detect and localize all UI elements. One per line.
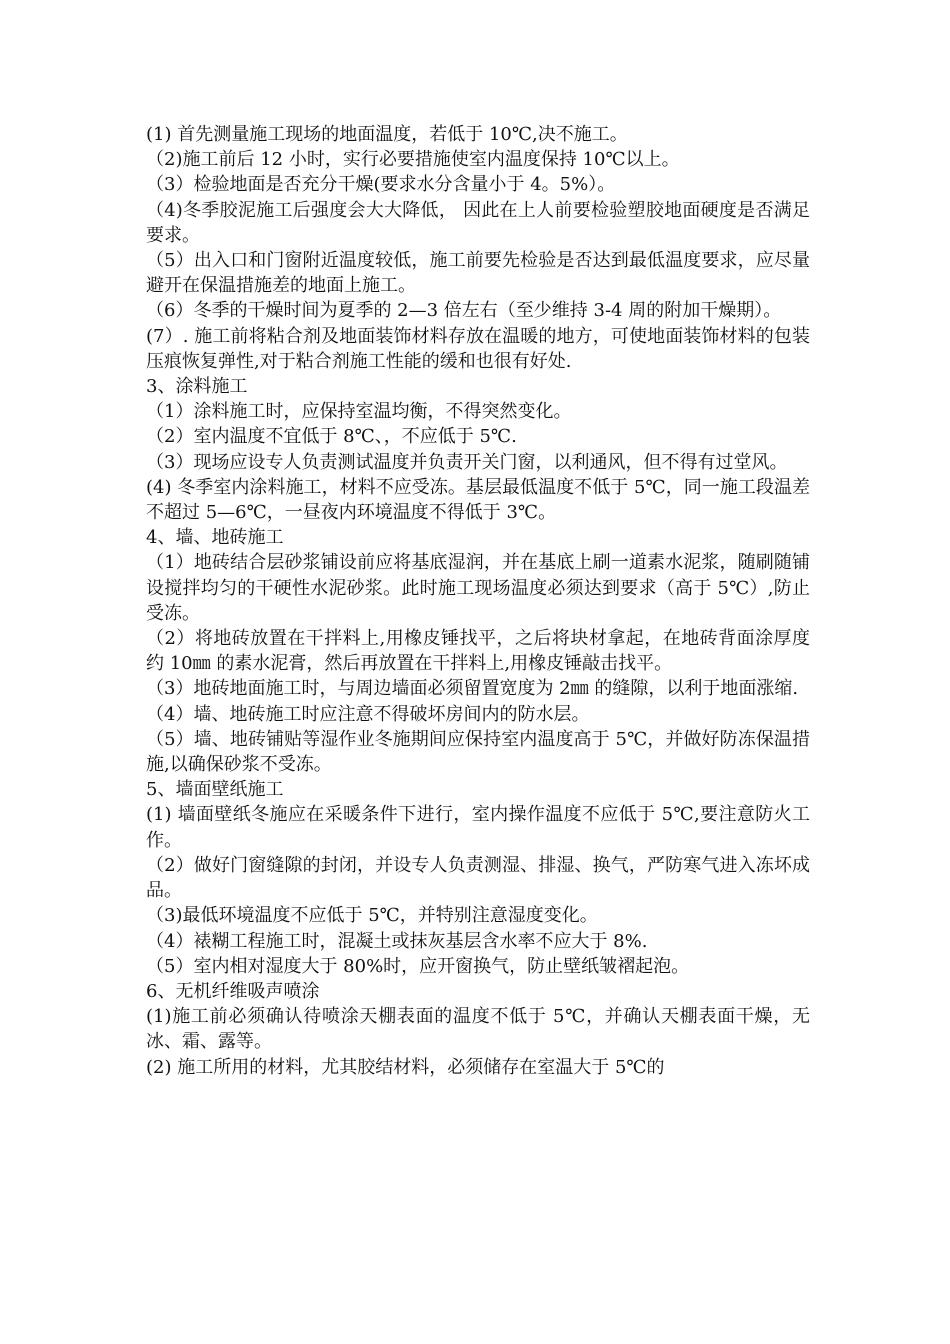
paragraph: （1）涂料施工时，应保持室温均衡，不得突然变化。	[146, 401, 572, 423]
paragraph: （6）冬季的干燥时间为夏季的 2—3 倍左右（至少维持 3-4 周的附加干燥期）。	[146, 300, 782, 322]
paragraph: （3）地砖地面施工时，与周边墙面必须留置宽度为 2㎜ 的缝隙，以利于地面涨缩.	[146, 678, 799, 700]
paragraph: （3）检验地面是否充分干燥(要求水分含量小于 4。5%）。	[146, 174, 616, 196]
section-heading: 4、墙、地砖施工	[146, 527, 284, 549]
document-body	[146, 122, 810, 1080]
paragraph: （4）墙、地砖施工时应注意不得破坏房间内的防水层。	[146, 703, 590, 725]
paragraph: （4)冬季胶泥施工后强度会大大降低， 因此在上人前要检验塑胶地面硬度是否满足要求。	[146, 199, 810, 246]
section-heading: 3、涂料施工	[146, 376, 248, 398]
paragraph: （5）墙、地砖铺贴等湿作业冬施期间应保持室内温度高于 5℃，并做好防冻保温措施,以确保砂浆不受冻。	[146, 728, 810, 776]
paragraph: （2）做好门窗缝隙的封闭，并设专人负责测湿、排湿、换气，严防寒气进入冻坏成品。	[146, 854, 810, 902]
paragraph: （4）裱糊工程施工时，混凝土或抹灰基层含水率不应大于 8%.	[146, 930, 648, 952]
paragraph: （5）室内相对湿度大于 80%时，应开窗换气，防止壁纸皱褶起泡。	[146, 955, 690, 977]
paragraph: （3)最低环境温度不应低于 5℃，并特别注意湿度变化。	[146, 905, 598, 927]
paragraph: (1)施工前必须确认待喷涂天棚表面的温度不低于 5℃，并确认天棚表面干燥，无冰、霜、露等。	[146, 1006, 810, 1053]
paragraph: (4) 冬季室内涂料施工，材料不应受冻。基层最低温度不低于 5℃，同一施工段温差不超过 5—6℃，一昼夜内环境温度不得低于 3℃。	[146, 476, 810, 524]
section-heading: 5、墙面壁纸施工	[146, 779, 284, 801]
paragraph: (1) 首先测量施工现场的地面温度，若低于 10℃,决不施工。	[146, 124, 628, 145]
paragraph: （2）室内温度不宜低于 8℃、，不应低于 5℃.	[146, 426, 517, 448]
paragraph: （2）将地砖放置在干拌料上,用橡皮锤找平，之后将块材拿起，在地砖背面涂厚度约 10㎜ 的素水泥膏，然后再放置在干拌料上,用橡皮锤敲击找平。	[146, 628, 810, 675]
paragraph: (7）. 施工前将粘合剂及地面装饰材料存放在温暖的地方，可使地面装饰材料的包装压痕恢复弹性,对于粘合剂施工性能的缓和也很有好处.	[146, 325, 810, 372]
paragraph: (1) 墙面壁纸冬施应在采暖条件下进行，室内操作温度不应低于 5℃,要注意防火工作。	[146, 804, 810, 851]
paragraph: （2)施工前后 12 小时，实行必要措施使室内温度保持 10℃以上。	[146, 149, 680, 171]
section-heading: 6、无机纤维吸声喷涂	[146, 980, 320, 1002]
paragraph: （1）地砖结合层砂浆铺设前应将基底湿润，并在基底上刷一道素水泥浆，随刷随铺设搅拌均匀的干硬性水泥砂浆。此时施工现场温度必须达到要求（高于 5℃）,防止受冻。	[146, 552, 810, 624]
paragraph: (2) 施工所用的材料，尤其胶结材料，必须储存在室温大于 5℃的	[146, 1056, 665, 1078]
paragraph: （5）出入口和门窗附近温度较低，施工前要先检验是否达到最低温度要求，应尽量避开在保温措施差的地面上施工。	[146, 250, 810, 297]
paragraph: （3）现场应设专人负责测试温度并负责开关门窗，以利通风，但不得有过堂风。	[146, 451, 788, 473]
